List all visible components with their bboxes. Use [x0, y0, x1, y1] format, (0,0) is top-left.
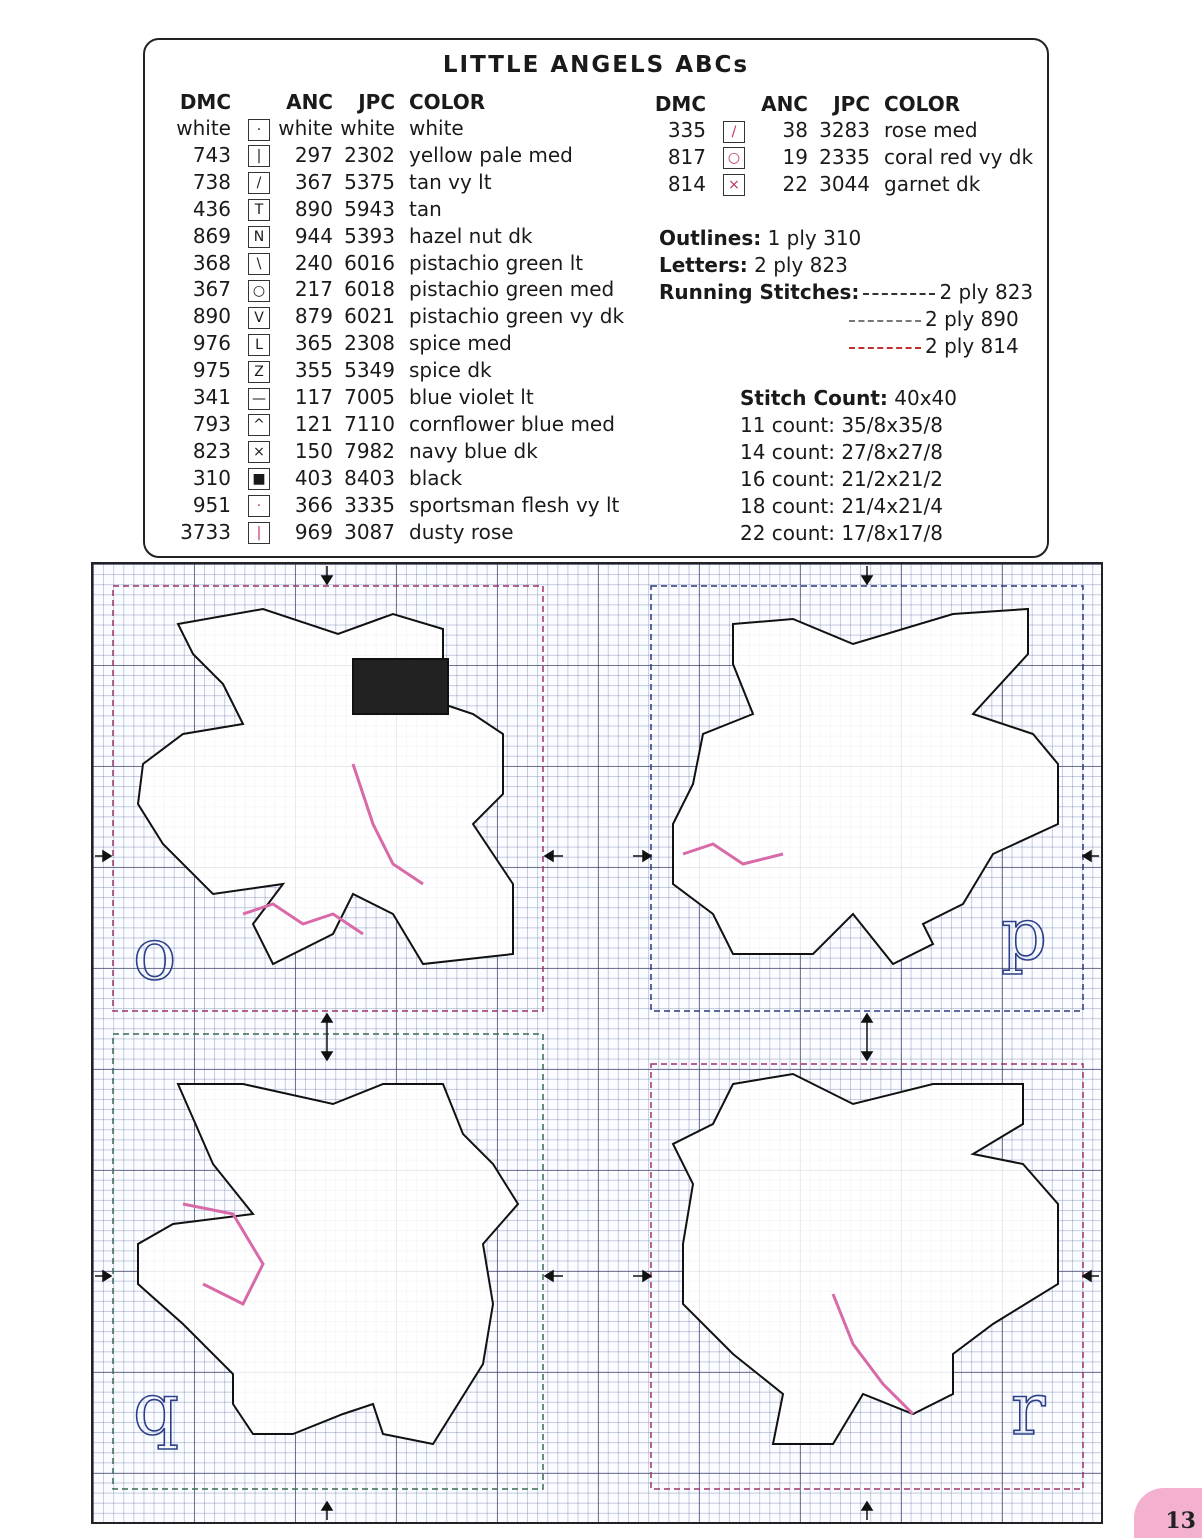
color-name: spice dk — [409, 358, 492, 383]
dash-navy-sample — [863, 293, 935, 295]
symbol-box: V — [248, 307, 270, 329]
anc-code: 217 — [294, 277, 333, 302]
stitch-count-line — [740, 386, 957, 410]
jpc-code: 6021 — [344, 304, 395, 329]
running-value-1: 2 ply 823 — [939, 280, 1034, 304]
color-name: blue violet lt — [409, 385, 534, 410]
color-name: dusty rose — [409, 519, 514, 544]
stitch-count-label: Stitch Count: — [740, 386, 888, 410]
jpc-code: 7982 — [344, 438, 395, 463]
jpc-code: 2335 — [819, 144, 870, 169]
key-row — [167, 223, 624, 250]
key-row — [167, 465, 624, 492]
dmc-code: 793 — [192, 411, 231, 436]
dmc-code: white — [176, 116, 231, 140]
letter-o: o — [133, 912, 177, 996]
running-label: Running Stitches: — [659, 280, 860, 304]
jpc-code: 2308 — [344, 331, 395, 356]
jpc-code: 7005 — [344, 385, 395, 410]
letter-p: p — [1001, 892, 1048, 976]
outlines-value: 1 ply 310 — [767, 226, 862, 250]
dmc-code: 738 — [192, 169, 231, 194]
dmc-code: 341 — [192, 385, 231, 410]
dash-red-sample — [849, 347, 921, 349]
jpc-code: 7110 — [344, 411, 395, 436]
jpc-code: 2302 — [344, 142, 395, 167]
color-name: hazel nut dk — [409, 223, 533, 248]
anc-code: 890 — [294, 196, 333, 221]
color-key-left-table — [167, 88, 624, 546]
symbol-box: ○ — [723, 147, 745, 169]
page-number-badge — [1134, 1488, 1202, 1538]
color-name: spice med — [409, 331, 512, 356]
symbol-box: N — [248, 226, 270, 248]
running-stitches-line — [659, 280, 1033, 304]
symbol-box: · — [248, 495, 270, 517]
dmc-code: 814 — [667, 171, 706, 196]
key-row — [642, 144, 1033, 171]
jpc-header: JPC — [833, 91, 870, 116]
key-row — [167, 142, 624, 169]
symbol-box: T — [248, 199, 270, 221]
anc-code: 879 — [294, 304, 333, 329]
color-name: navy blue dk — [409, 438, 538, 463]
outlines-label: Outlines: — [659, 226, 762, 250]
page-number: 13 — [1165, 1508, 1196, 1534]
color-name: tan — [409, 196, 442, 221]
jpc-header: JPC — [358, 89, 395, 114]
anc-code: 297 — [294, 142, 333, 167]
symbol-box: ^ — [248, 414, 270, 436]
key-row — [642, 117, 1033, 144]
count-16: 16 count: 21/2x21/2 — [740, 467, 943, 491]
count-22: 22 count: 17/8x17/8 — [740, 521, 943, 545]
dmc-code: 817 — [667, 144, 706, 169]
letters-line — [659, 253, 848, 277]
jpc-code: 8403 — [344, 465, 395, 490]
letter-r: r — [1011, 1367, 1046, 1451]
anc-code: 969 — [294, 519, 333, 544]
jpc-code: 3087 — [344, 519, 395, 544]
key-row — [167, 276, 624, 303]
symbol-box: L — [248, 334, 270, 356]
anc-code: 38 — [782, 118, 808, 142]
jpc-code: 6018 — [344, 277, 395, 302]
angel-q-motif — [138, 1084, 518, 1444]
color-name: coral red vy dk — [884, 144, 1034, 169]
key-row — [167, 169, 624, 196]
angel-o-motif — [138, 609, 513, 964]
symbol-box: / — [723, 121, 745, 143]
key-row — [167, 250, 624, 277]
jpc-code: 3335 — [344, 492, 395, 517]
jpc-code: 3044 — [819, 171, 870, 196]
anc-code: 121 — [294, 411, 333, 436]
count-14: 14 count: 27/8x27/8 — [740, 440, 943, 464]
anc-code: 240 — [294, 250, 333, 275]
symbol-box: × — [248, 441, 270, 463]
key-row — [167, 519, 624, 546]
color-name: cornflower blue med — [409, 411, 615, 436]
jpc-code: 5349 — [344, 358, 395, 383]
color-name: pistachio green lt — [409, 250, 584, 275]
color-name: sportsman flesh vy lt — [409, 492, 620, 517]
jpc-code: 5943 — [344, 196, 395, 221]
running-value-2: 2 ply 890 — [925, 307, 1019, 331]
dmc-code: 823 — [192, 438, 231, 463]
key-row — [167, 384, 624, 411]
dmc-code: 310 — [192, 465, 231, 490]
dmc-code: 890 — [192, 304, 231, 329]
anc-code: white — [278, 116, 333, 140]
anc-header: ANC — [761, 91, 808, 116]
anc-code: 22 — [782, 171, 808, 196]
dmc-header: DMC — [654, 91, 706, 116]
anc-code: 355 — [294, 358, 333, 383]
anc-code: 367 — [294, 169, 333, 194]
dmc-code: 436 — [192, 196, 231, 221]
key-row — [167, 303, 624, 330]
key-row — [167, 411, 624, 438]
anc-code: 365 — [294, 331, 333, 356]
letters-value: 2 ply 823 — [754, 253, 848, 277]
key-row — [167, 330, 624, 357]
symbol-box: · — [248, 119, 270, 141]
symbol-box: | — [248, 145, 270, 167]
key-row — [167, 492, 624, 519]
color-name: pistachio green med — [409, 277, 615, 302]
dmc-header: DMC — [179, 89, 231, 114]
dmc-code: 951 — [192, 492, 231, 517]
anc-code: 403 — [294, 465, 333, 490]
color-name: white — [409, 116, 464, 140]
count-11: 11 count: 35/8x35/8 — [740, 413, 943, 437]
symbol-box: ○ — [248, 280, 270, 302]
key-row — [167, 438, 624, 465]
symbol-box: | — [248, 522, 270, 544]
color-name: black — [409, 465, 463, 490]
jpc-code: 6016 — [344, 250, 395, 275]
anc-code: 117 — [294, 385, 333, 410]
color-key-right-table — [642, 90, 1033, 198]
color-name: pistachio green vy dk — [409, 304, 625, 329]
letter-q: q — [133, 1367, 180, 1451]
key-row — [167, 357, 624, 384]
symbol-box: × — [723, 174, 745, 196]
dmc-code: 3733 — [180, 519, 231, 544]
color-key-panel — [143, 38, 1049, 558]
angel-r-motif — [673, 1074, 1058, 1444]
anc-code: 19 — [782, 144, 808, 169]
stitch-count-value: 40x40 — [894, 386, 957, 410]
key-row — [167, 196, 624, 223]
dmc-code: 976 — [192, 331, 231, 356]
key-row — [642, 171, 1033, 198]
symbol-box: Z — [248, 361, 270, 383]
symbol-box: / — [248, 172, 270, 194]
count-18: 18 count: 21/4x21/4 — [740, 494, 943, 518]
color-name: yellow pale med — [409, 142, 573, 167]
dash-grey-sample — [849, 320, 921, 322]
letters-label: Letters: — [659, 253, 748, 277]
jpc-code: 5375 — [344, 169, 395, 194]
dmc-code: 335 — [667, 118, 706, 142]
jpc-code: 5393 — [344, 223, 395, 248]
anc-header: ANC — [286, 89, 333, 114]
anc-code: 366 — [294, 492, 333, 517]
dmc-code: 367 — [192, 277, 231, 302]
dmc-code: 743 — [192, 142, 231, 167]
color-name: tan vy lt — [409, 169, 492, 194]
color-header: COLOR — [409, 89, 486, 114]
anc-code: 150 — [294, 438, 333, 463]
outlines-line — [659, 226, 861, 250]
dmc-code: 368 — [192, 250, 231, 275]
dmc-code: 869 — [192, 223, 231, 248]
page-title: LITTLE ANGELS ABCs — [442, 52, 750, 78]
running-stitches-line-2 — [845, 307, 1019, 331]
running-value-3: 2 ply 814 — [925, 334, 1019, 358]
cross-stitch-chart — [91, 562, 1103, 1524]
jpc-code: 3283 — [819, 118, 870, 142]
color-name: garnet dk — [884, 171, 981, 196]
chart-overlay — [93, 564, 1101, 1522]
running-stitches-line-3 — [845, 334, 1019, 358]
color-name: rose med — [884, 118, 978, 142]
color-header: COLOR — [884, 91, 961, 116]
symbol-box: ■ — [248, 468, 270, 490]
symbol-box: — — [248, 388, 270, 410]
key-row — [167, 115, 624, 142]
dmc-code: 975 — [192, 358, 231, 383]
jpc-code: white — [340, 116, 395, 140]
anc-code: 944 — [294, 223, 333, 248]
symbol-box: \ — [248, 253, 270, 275]
